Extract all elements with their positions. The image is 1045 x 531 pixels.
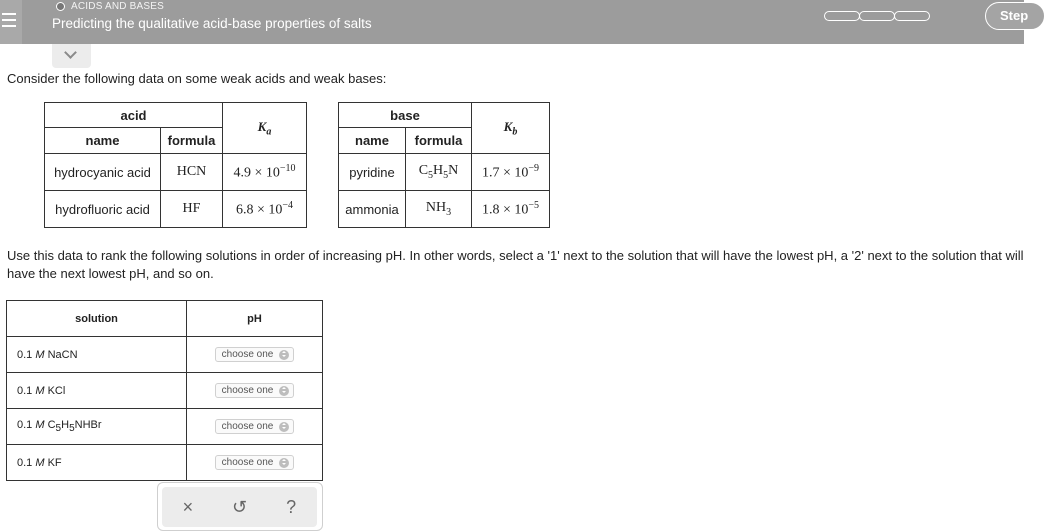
- collapse-toggle[interactable]: [52, 44, 91, 68]
- intro-text: Consider the following data on some weak acids and weak bases:: [7, 71, 387, 86]
- step-button[interactable]: Step: [985, 2, 1045, 30]
- topic-row: [56, 0, 164, 13]
- kb-header: $K_b$: [472, 103, 550, 154]
- solution-label: 0.1 M KF: [7, 445, 187, 481]
- kb-value: $1.8 \times 10^{-5}$: [472, 191, 550, 228]
- undo-icon[interactable]: ↺: [231, 496, 248, 517]
- answer-action-bar: [157, 482, 323, 531]
- base-group-header: base: [339, 103, 472, 128]
- ph-rank-select[interactable]: choose one: [215, 347, 295, 362]
- table-row: [7, 445, 323, 481]
- table-row: [7, 337, 323, 373]
- base-name: pyridine: [339, 154, 406, 191]
- base-formula-header: formula: [406, 128, 472, 154]
- base-data-table: [338, 102, 550, 228]
- table-row: [7, 409, 323, 445]
- topic-status-icon: [56, 2, 65, 11]
- ka-value: $4.9 \times 10^{-10}$: [223, 154, 307, 191]
- ph-header: pH: [187, 301, 323, 337]
- table-row: [339, 191, 550, 228]
- acid-formula: HF: [161, 191, 223, 228]
- base-formula: $C_5H_5N$: [406, 154, 472, 191]
- help-icon[interactable]: ?: [286, 496, 297, 517]
- clear-icon[interactable]: ×: [182, 496, 194, 517]
- table-row: [339, 154, 550, 191]
- select-arrows-icon: [279, 422, 289, 432]
- solution-label: 0.1 M KCl: [7, 373, 187, 409]
- progress-indicator: [824, 11, 929, 21]
- solution-header: solution: [7, 301, 187, 337]
- table-row: [45, 191, 307, 228]
- ph-rank-select[interactable]: choose one: [215, 455, 295, 470]
- ka-value: $6.8 \times 10^{-4}$: [223, 191, 307, 228]
- select-arrows-icon: [279, 386, 289, 396]
- page-title: Predicting the qualitative acid-base properties of salts: [52, 16, 372, 31]
- acid-name-header: name: [45, 128, 161, 154]
- ka-header: $K_a$: [223, 103, 307, 154]
- base-name-header: name: [339, 128, 406, 154]
- acid-name: hydrocyanic acid: [45, 154, 161, 191]
- base-formula: $NH_3$: [406, 191, 472, 228]
- table-row: [45, 154, 307, 191]
- acid-group-header: acid: [45, 103, 223, 128]
- solution-label: 0.1 M $C_5H_5NHBr$: [7, 409, 187, 445]
- base-name: ammonia: [339, 191, 406, 228]
- menu-icon[interactable]: [0, 0, 22, 44]
- progress-segment: [859, 11, 895, 21]
- chevron-down-icon: [64, 46, 77, 59]
- acid-formula-header: formula: [161, 128, 223, 154]
- table-row: [7, 373, 323, 409]
- header-bar: [0, 0, 1029, 44]
- acid-data-table: [44, 102, 307, 228]
- select-arrows-icon: [279, 458, 289, 468]
- instructions-text: Use this data to rank the following solutions in order of increasing pH. In other words, select a '1' next to the solution that will have the lowest pH, a '2' next to the solution that will have the next lowest pH, and so on.: [7, 248, 1024, 281]
- ranking-table: [6, 300, 323, 481]
- select-arrows-icon: [279, 350, 289, 360]
- ph-rank-select[interactable]: choose one: [215, 383, 295, 398]
- kb-value: $1.7 \times 10^{-9}$: [472, 154, 550, 191]
- solution-label: 0.1 M NaCN: [7, 337, 187, 373]
- ph-rank-select[interactable]: choose one: [215, 419, 295, 434]
- progress-segment: [894, 11, 930, 21]
- acid-formula: HCN: [161, 154, 223, 191]
- progress-segment: [824, 11, 860, 21]
- acid-name: hydrofluoric acid: [45, 191, 161, 228]
- topic-label: ACIDS AND BASES: [71, 1, 165, 12]
